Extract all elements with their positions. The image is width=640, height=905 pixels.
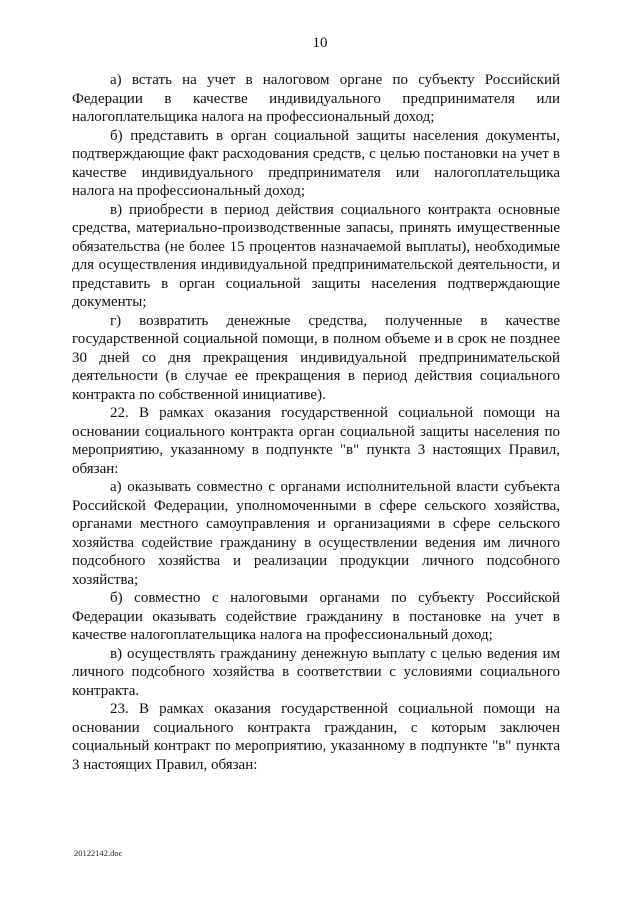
paragraph-1a: а) встать на учет в налоговом органе по субъекту Российский Федерации в качестве индивидуального предпринимателя или налогоплательщика налога на профессиональный доход;: [72, 72, 560, 125]
paragraph-22a: а) оказывать совместно с органами исполнительной власти субъекта Российской Федерации, уполномоченными в сфере сельского хозяйства, органами местного самоуправления и организациями в сфере сельского хозяйства содействие гражданину в осуществлении ведения им личного подсобного хозяйства и реализации продукции личного подсобного хозяйства;: [72, 479, 560, 588]
paragraph-23: 23. В рамках оказания государственной социальной помощи на основании социального контракта гражданин, с которым заключен социальный контракт по мероприятию, указанному в подпункте "в" пункта 3 настоящих Правил, обязан:: [72, 701, 560, 773]
paragraph-1g: г) возвратить денежные средства, полученные в качестве государственной социальной помощи, в полном объеме и в срок не позднее 30 дней со дня прекращения индивидуальной предпринимательской деятельности (в случае ее прекращения в период действия социального контракта по собственной инициативе).: [72, 312, 560, 403]
paragraph-1b: б) представить в орган социальной защиты населения документы, подтверждающие факт расходования средств, с целью постановки на учет в качестве индивидуального предпринимателя или налогоплательщика налога на профессиональный доход;: [72, 127, 560, 199]
paragraph-22: 22. В рамках оказания государственной социальной помощи на основании социального контракта орган социальной защиты населения по мероприятию, указанному в подпункте "в" пункта 3 настоящих Правил, обязан:: [72, 405, 560, 477]
paragraph-22b: б) совместно с налоговыми органами по субъекту Российской Федерации оказывать содействие гражданину в постановке на учет в качестве налогоплательщика налога на профессиональный доход;: [72, 590, 560, 643]
document-body: [72, 71, 560, 774]
paragraph-22v: в) осуществлять гражданину денежную выплату с целью ведения им личного подсобного хозяйства в соответствии с условиями социального контракта.: [72, 645, 560, 699]
paragraph-1v: в) приобрести в период действия социального контракта основные средства, материально-производственные запасы, принять имущественные обязательства (не более 15 процентов назначаемой выплаты), необходимые для осуществления индивидуальной предпринимательской деятельности, и представить в орган социальной защиты населения подтверждающие документы;: [72, 201, 560, 310]
file-name-footer: 20122142.doc: [74, 848, 123, 858]
page-number: 10: [312, 35, 328, 51]
